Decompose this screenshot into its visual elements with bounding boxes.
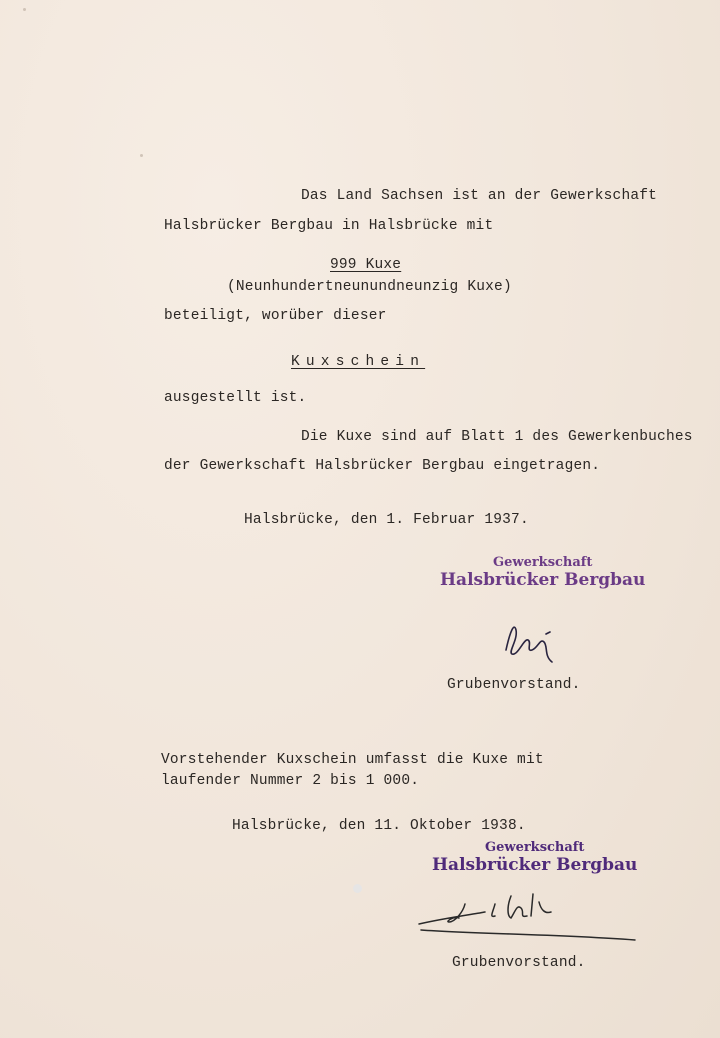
- text-line-4: ausgestellt ist.: [164, 390, 307, 406]
- addendum-line-1: Vorstehender Kuxschein umfasst die Kuxe mit: [161, 752, 544, 768]
- addendum-line-2: laufender Nummer 2 bis 1 000.: [161, 773, 420, 789]
- signature: [500, 612, 570, 672]
- place-date: Halsbrücke, den 1. Februar 1937.: [244, 512, 529, 528]
- company-stamp: [440, 555, 645, 590]
- text-line-5: Die Kuxe sind auf Blatt 1 des Gewerkenbuches: [301, 429, 693, 445]
- kuxe-amount-words: (Neunhundertneunundneunzig Kuxe): [227, 279, 512, 295]
- paper-speck: [140, 154, 143, 157]
- paper-speck: [23, 8, 26, 11]
- stamp-2-line-2: Halsbrücker Bergbau: [432, 855, 638, 875]
- stamp-line-1: Gewerkschaft: [493, 555, 593, 570]
- stamp-2-line-1: Gewerkschaft: [485, 840, 585, 855]
- text-line-1: Das Land Sachsen ist an der Gewerkschaft: [301, 188, 658, 204]
- company-stamp-2: [432, 840, 637, 875]
- kuxe-amount: 999 Kuxe: [330, 257, 402, 273]
- stamp-line-2: Halsbrücker Bergbau: [440, 570, 646, 590]
- text-line-3: beteiligt, worüber dieser: [164, 308, 387, 324]
- text-line-2: Halsbrücker Bergbau in Halsbrücke mit: [164, 218, 494, 234]
- addendum-signatory-title: Grubenvorstand.: [452, 955, 586, 971]
- signatory-title: Grubenvorstand.: [447, 677, 581, 693]
- paper-speck: [353, 884, 362, 893]
- signature-2: [415, 882, 640, 947]
- text-line-6: der Gewerkschaft Halsbrücker Bergbau eingetragen.: [164, 458, 601, 474]
- addendum-place-date: Halsbrücke, den 11. Oktober 1938.: [232, 818, 526, 834]
- document-heading: Kuxschein: [291, 354, 426, 370]
